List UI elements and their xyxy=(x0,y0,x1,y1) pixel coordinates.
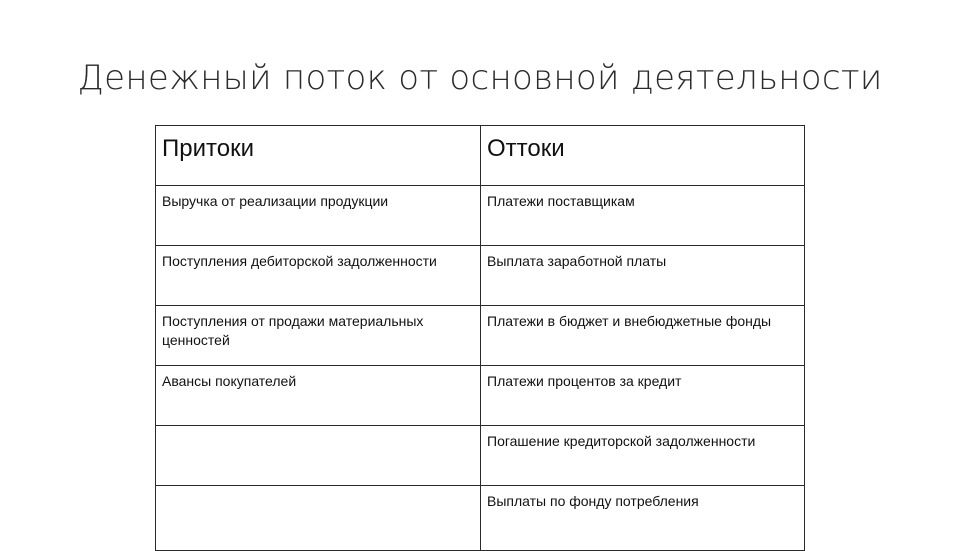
header-inflows: Притоки xyxy=(156,126,481,186)
inflow-cell: Выручка от реализации продукции xyxy=(156,186,481,246)
table-header-row xyxy=(156,126,805,186)
outflow-cell: Платежи поставщикам xyxy=(481,186,805,246)
outflow-cell: Выплата заработной платы xyxy=(481,246,805,306)
inflow-cell: Авансы покупателей xyxy=(156,366,481,426)
slide-title: Денежный поток от основной деятельности xyxy=(77,58,883,98)
header-outflows: Оттоки xyxy=(481,126,805,186)
table-row xyxy=(156,486,805,551)
outflow-cell: Погашение кредиторской задолженности xyxy=(481,426,805,486)
inflow-cell xyxy=(156,486,481,551)
outflow-cell: Платежи процентов за кредит xyxy=(481,366,805,426)
table-row xyxy=(156,366,805,426)
inflow-cell: Поступления дебиторской задолженности xyxy=(156,246,481,306)
table-row xyxy=(156,426,805,486)
table-row xyxy=(156,186,805,246)
cash-flow-table xyxy=(155,125,805,551)
outflow-cell: Платежи в бюджет и внебюджетные фонды xyxy=(481,306,805,366)
outflow-cell: Выплаты по фонду потребления xyxy=(481,486,805,551)
inflow-cell xyxy=(156,426,481,486)
inflow-cell: Поступления от продажи материальных ценностей xyxy=(156,306,481,366)
table-row xyxy=(156,246,805,306)
table-row xyxy=(156,306,805,366)
